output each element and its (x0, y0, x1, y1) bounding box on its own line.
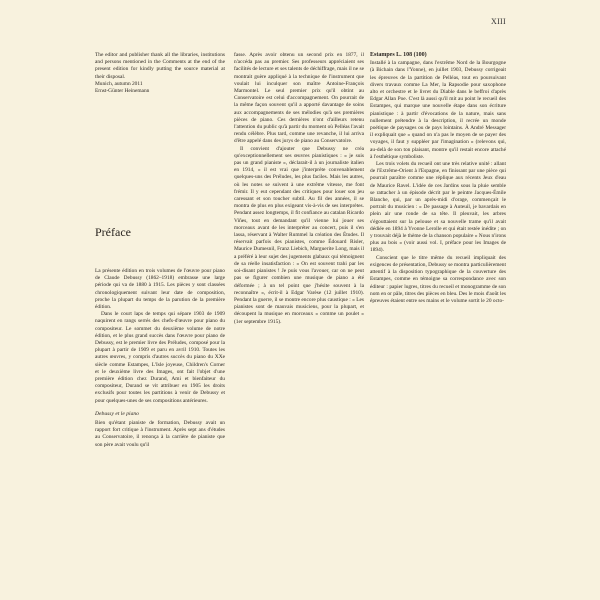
paragraph: Dans le court laps de temps qui sépare 1903 de 1909 naquirent en rangs serrés des chefs-d'œuvre pour piano du compositeur. Le sommet du deuxième volume de notre édition, et le plus grand succès dans l'œuvre pour piano de Debussy, est le premier livre des Préludes, composé pour la plupart à partir de 1909 et paru en avril 1910. Toutes les autres œuvres, y compris d'autres succès du piano du XXe siècle comme Estampes, L'Isle joyeuse, Children's Corner et le deuxième livre des Images, ont fait l'objet d'une première édition chez Durand, Ami et bienfaiteur du compositeur, Durand se vit attribuer en 1905 les droits exclusifs pour toutes les partitions à venir de Debussy et pour quelques-unes de ses compositions antérieures. (95, 311, 225, 404)
paragraph: Conscient que le titre même du recueil impliquait des exigences de présentation, Debussy se montra particulièrement attentif à la disposition typographique de la couverture des Estampes, comme en témoigne sa correspondance avec son éditeur : papier lugres, titres du recueil et monogramme de son nom en or pâle, titres des pièces en bleu. Des le mois d'août les épreuves étaient entre ses mains et le volume sortit le 20 octo- (370, 254, 506, 304)
acknowledgement-text: The editor and publisher thank all the libraries, institutions and persons mentioned in the Comments at the end of the present edition for kindly putting the source material at their disposal. (95, 52, 225, 80)
paragraph: Installé à la campagne, dans l'extrême Nord de la Bourgogne (à Bichain dans l'Yonne), en juillet 1903, Debussy corrigeait les épreuves de la partition de Pelléas, tout en poursuivant divers travaux comme La Mer, la Rapsodie pour saxophone alto et orchestre et le livret du Diable dans le beffroi d'après Edgar Allan Poe. C'est là aussi qu'il mit au point le recueil des Estampes, qui marque une nouvelle étape dans son écriture pianistique : à partir d'évocations de la nature, mais sans nullement prétendre à la description, il recrée un monde poétique de paysages ou de pays lointains. À André Messager il expliquait que « quand on n'a pas le moyen de se payer des voyages, il faut y suppléer par l'imagination » (relevons qui, au-delà de son ton plaisant, montre qu'il restait encore attaché à l'esthétique symboliste. (370, 60, 506, 160)
column-3 (370, 52, 506, 305)
paragraph: fasse. Après avoir obtenu un second prix en 1877, il n'accéda pas au premier. Ses professeurs appréciaient ses facilités de lecture et ses talents de déchiffrage, mais il ne se montrait guère appliqué à la technique de l'instrument que voulait lui inculquer son maître Antoine-François Marmontel. Le seul premier prix qu'il obtint au Conservatoire est celui d'accompagnement. On pourrait de la même façon souvent qu'il a apporté davantage de soins aux accompagnements de ses mélodies qu'à ses premières pièces de piano. Ces dernières n'ont d'ailleurs retenu l'attention du public qu'à partir du moment où Pelléas l'avait rendu célèbre. Plus tard, comme une revanche, il lui arriva d'être appelé dans des jurys de piano au Conservatoire. (234, 52, 364, 145)
paragraph: Il convient d'ajouter que Debussy ne créa qu'exceptionnellement ses œuvres pianistiques : « je suis pas un grand pianiste », déclarait-il à un journaliste italien en 1914, « il est vrai que j'interprète convenablement quelques-uns des Préludes, les plus faciles. Mais les autres, où les notes se suivent à une extrême vitesse, me font frémir. Il y eut cependant des critiques pour louer son jeu caressant et son toucher subtil. Au fil des années, il se montra de plus en plus exigeant vis-à-vis de ses interprètes. Pendant assez longtemps, il fit confiance au catalan Ricardo Viñes, tout en demandant qu'il vienne lui jouer ses morceaux avant de les interpréter au concert, puis il s'en lassa, réservant à Walter Rummel la création des Études. Il réservait parfois des pianistes, comme Édouard Risler, Maurice Dumesnil, Franz Liebich, Marguerite Long, mais il a préféré à leur sujet des jugements glabaux qui témoignent de sa réelle insatisfaction : « On est souvent trahi par les soi-disant pianistes ! Je puis vous l'avouer, car on ne peut pas se figurer combien une musique de piano a été déformée ; à un tel point que j'hésite souvent à la reconnaître », écrit-il à Edgar Varèse (12 juillet 1910). Pendant la guerre, il se montre encore plus caustique : « Les pianistes sont de mauvais musiciens, pour la plupart, et découpent la musique en morceaux » comme un poulet » (1er septembre 1915). (234, 145, 364, 325)
author-name: Ernst-Günter Heinemann (95, 88, 150, 95)
column-1 (95, 52, 225, 95)
place-date: Munich, autumn 2011 (95, 80, 143, 87)
preface-heading: Préface (95, 225, 131, 239)
estampes-heading: Estampes L. 108 (100) (370, 52, 427, 58)
paragraph: Bien qu'étant pianiste de formation, Debussy avait un rapport fort critique à l'instrument. Après sept ans d'études au Conservatoire, il renonça à la carrière de pianiste que son père avait voulu qu'il (95, 420, 225, 448)
section-heading: Debussy et le piano (95, 410, 139, 417)
paragraph: La présente édition en trois volumes de l'œuvre pour piano de Claude Debussy (1862–1918) embrasse une large période qui va de 1880 à 1915. Les pièces y sont classées chronologiquement suivant leur date de composition, proche la plupart du temps de la parution de la première édition. (95, 268, 225, 311)
column-2 (234, 52, 364, 326)
page-number: XIII (491, 17, 506, 26)
paragraph: Les trois volets du recueil ont une très relative unité : allant de l'Extrême-Orient à l'Espagne, en finissant par une pièce qui pourrait paraître comme une réplique aux récents Jeux d'eau de Maurice Ravel. L'idée de ces Jardins sous la pluie semble se rattacher à un épisode décrit par le peintre Jacques-Émile Blanche, qui, par un après-midi d'orage, commençait le portrait du musicien : « De passage à Auteuil, je bavardais en plein air une ronde de sa tête. Il pleuvait, les arbres s'égouttaient sur la pelouse et sa nouvelle trame qu'il avait dédiée en 1894 à Yvonne Lerolle et qui était restée inédite ; on y trouvait déjà le thème de la chanson populaire « Nous n'irons plus au bois » (voir aussi vol. I, préface pour les Images de 1894). (370, 161, 506, 254)
column-1-body (95, 268, 225, 449)
